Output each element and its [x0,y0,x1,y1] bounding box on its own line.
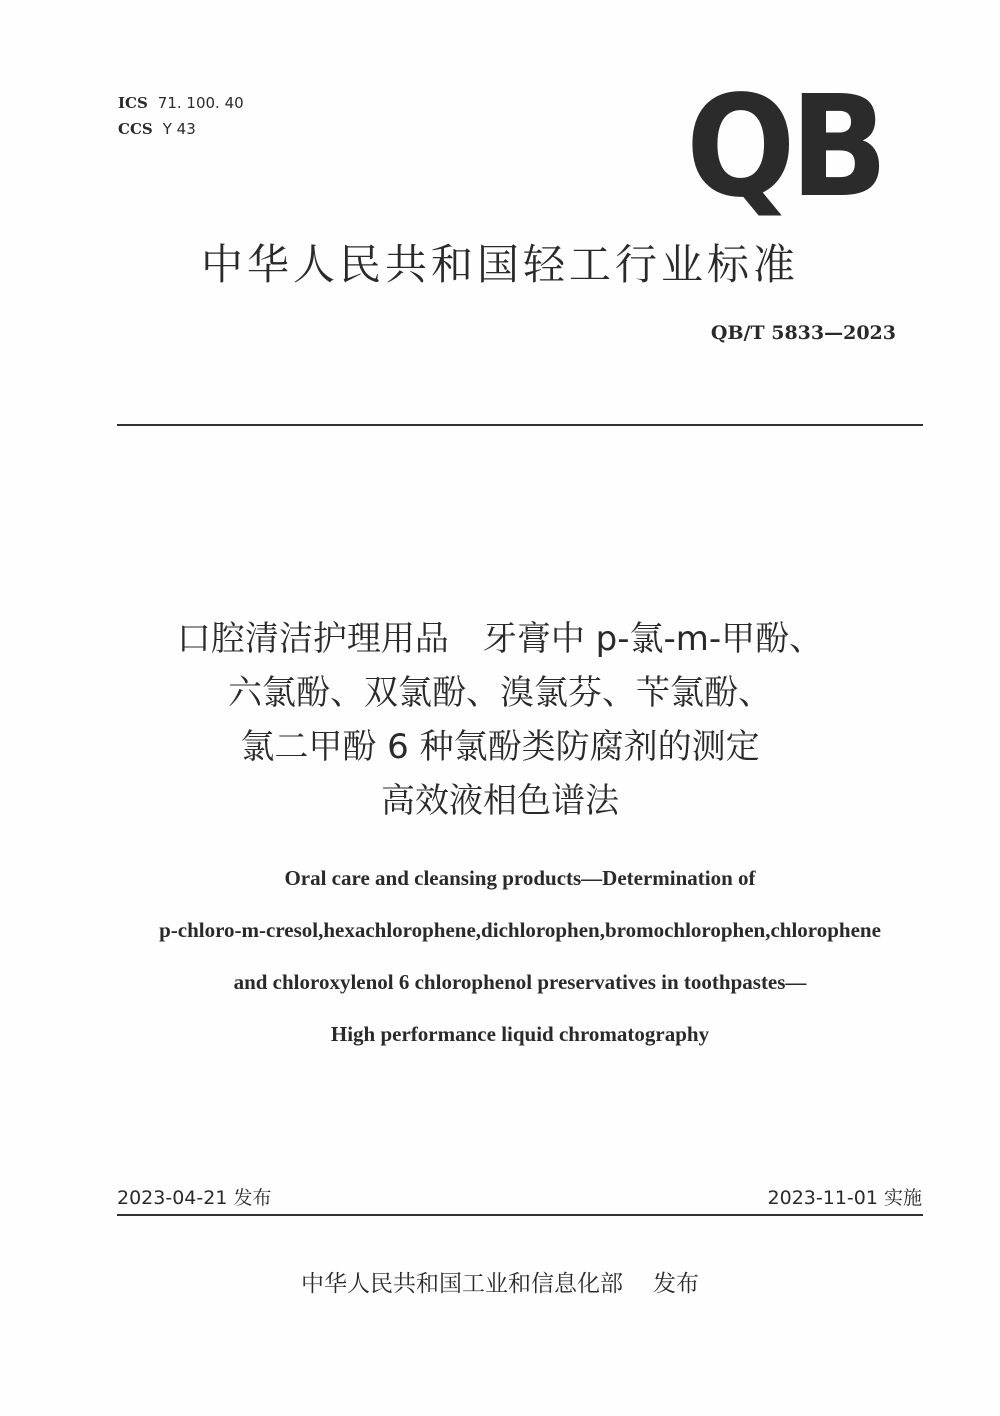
bottom-divider [117,1214,923,1216]
issue-date: 2023-04-21 发布 [117,1187,272,1209]
english-title-line: High performance liquid chromatography [330,1022,710,1046]
english-title-line: and chloroxylenol 6 chlorophenol preservatives in toothpastes— [233,970,807,994]
standard-number: QB/T 5833—2023 [710,322,896,344]
chinese-title-line: 氯二甲酚 6 种氯酚类防腐剂的测定 [240,727,760,767]
chinese-title [60,612,940,828]
ccs-code [118,116,244,142]
chinese-title-line: 六氯酚、双氯酚、溴氯芬、苄氯酚、 [228,673,772,713]
top-divider [117,424,923,426]
ics-label: ICS [118,94,148,112]
chinese-title-line: 口腔清洁护理用品 牙膏中 p-氯-m-甲酚、 [176,619,824,659]
publisher-name: 中华人民共和国工业和信息化部 [301,1271,623,1297]
ccs-label: CCS [118,120,153,138]
qb-logo: QB [686,66,883,229]
organization-title: 中华人民共和国轻工行业标准 [200,240,799,289]
classification-codes [118,90,244,142]
implementation-date: 2023-11-01 实施 [767,1187,922,1209]
chinese-title-line: 高效液相色谱法 [381,781,619,821]
publisher [0,1265,1000,1298]
ics-code [118,90,244,116]
english-title-line: p-chloro-m-cresol,hexachlorophene,dichlorophen,bromochlorophen,chlorophene [159,918,881,942]
ics-value: 71. 100. 40 [157,94,244,112]
ccs-value: Y 43 [162,120,196,138]
publisher-action: 发布 [653,1271,699,1297]
english-title [40,852,1000,1060]
english-title-line: Oral care and cleansing products—Determination of [284,866,756,890]
